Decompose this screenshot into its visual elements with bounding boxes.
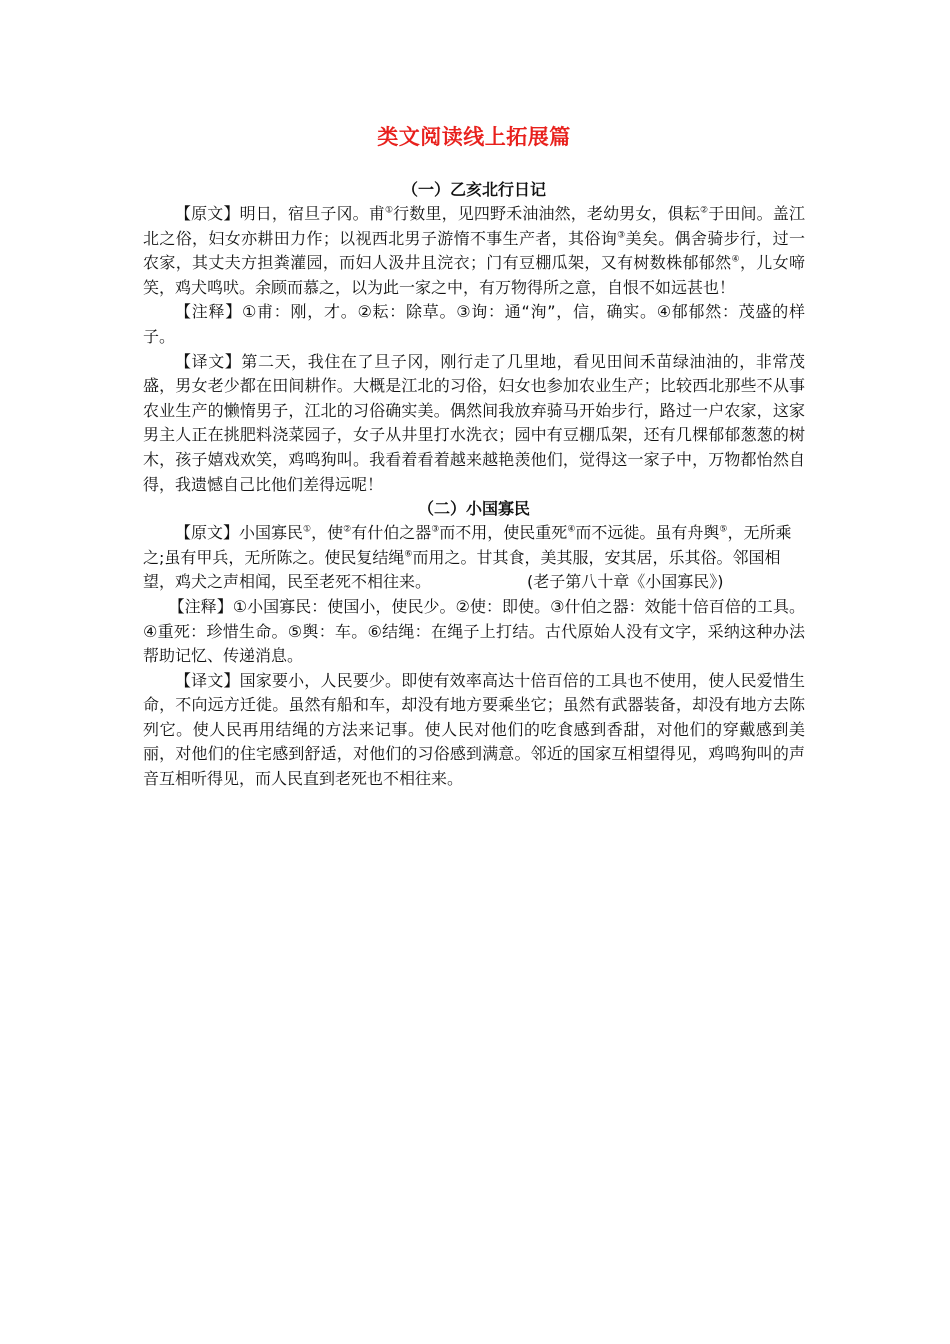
source-citation: (老子第八十章《小国寡民》) [527,572,724,592]
footnote-marker: ⑤ [719,524,728,535]
notes-label: 【注释】 [175,302,242,322]
translation-text: 第二天，我住在了旦子冈，刚行走了几里地，看见田间禾苗绿油油的，非常茂盛，男女老少都在田间耕作。大概是江北的习俗，妇女也参加农业生产；比较西北那些不从事农业生产的懒惰男子，江北的习俗确实美。偶然间我放弃骑马开始步行，路过一户农家，这家男主人正在挑肥料浇菜园子，女子从井里打水洗衣；园中有豆棚瓜架，还有几棵郁郁葱葱的树木，孩子嬉戏欢笑，鸡鸣狗叫。我看着看着越来越艳羡他们，觉得这一家子中，万物都怡然自得，我遗憾自己比他们差得远呢！ [143,351,805,494]
translation-paragraph [143,669,805,792]
section-diary [143,178,805,497]
notes-paragraph [143,300,805,349]
document-page [143,122,805,792]
original-text-paragraph: 【原文】明日，宿旦子冈。甫①行数里，见四野禾油油然，老幼男女，俱耘②于田间。盖江北之俗，妇女亦耕田力作；以视西北男子游惰不事生产者，其俗询③美矣。偶舍骑步行，过一农家，其丈夫方担粪灌园，而妇人汲井且浣衣；门有豆棚瓜架，又有树数株郁郁然④，儿女啼笑，鸡犬鸣吠。余顾而慕之，以为此一家之中，有万物得所之意，自恨不如远甚也！ [143,204,805,297]
notes-text: ①甫：刚，才。②耘：除草。③询：通“洵”，信，确实。④郁郁然：茂盛的样子。 [143,302,805,346]
notes-text: ①小国寡民：使国小，使民少。②使：即使。③什伯之器：效能十倍百倍的工具。④重死：珍惜生命。⑤舆：车。⑥结绳：在绳子上打结。古代原始人没有文字，采纳这种办法帮助记忆、传递消息。 [143,596,805,666]
original-label: 【原文】 [175,204,240,223]
footnote-marker: ① [303,524,312,535]
translation-paragraph [143,350,805,498]
notes-paragraph [143,595,805,669]
footnote-marker: ④ [731,254,740,265]
translation-text: 国家要小，人民要少。即使有效率高达十倍百倍的工具也不使用，使人民爱惜生命，不向远方迁徙。虽然有船和车，却没有地方要乘坐它；虽然有武器装备，却没有地方去陈列它。使人民再用结绳的方法来记事。使人民对他们的吃食感到香甜，对他们的穿戴感到美丽，对他们的住宅感到舒适，对他们的习俗感到满意。邻近的国家互相望得见，鸡鸣狗叫的声音互相听得见，而人民直到老死也不相往来。 [143,670,805,789]
translation-label: 【译文】 [175,670,240,690]
section-small-state [143,497,805,792]
original-label: 【原文】 [175,523,240,543]
footnote-marker: ③ [431,524,440,535]
footnote-marker: ② [343,524,352,535]
document-title: 类文阅读线上拓展篇 [377,125,571,149]
section-heading: （一）乙亥北行日记 [401,180,546,199]
notes-label: 【注释】 [168,596,233,616]
translation-label: 【译文】 [175,351,242,371]
section-heading: （二）小国寡民 [417,499,530,519]
footnote-marker: ③ [617,230,626,241]
footnote-marker: ② [699,205,709,216]
footnote-marker: ① [384,205,394,216]
footnote-marker: ⑥ [404,549,413,560]
original-text-paragraph: 【原文】小国寡民①，使②有什伯之器③而不用，使民重死④而不远徙。虽有舟舆⑤，无所乘之;虽有甲兵，无所陈之。使民复结绳⑥而用之。甘其食，美其服，安其居，乐其俗。邻国相望，鸡犬之声相闻，民至老死不相往来。 (老子第八十章《小国寡民》) [143,523,792,592]
footnote-marker: ④ [567,524,576,535]
